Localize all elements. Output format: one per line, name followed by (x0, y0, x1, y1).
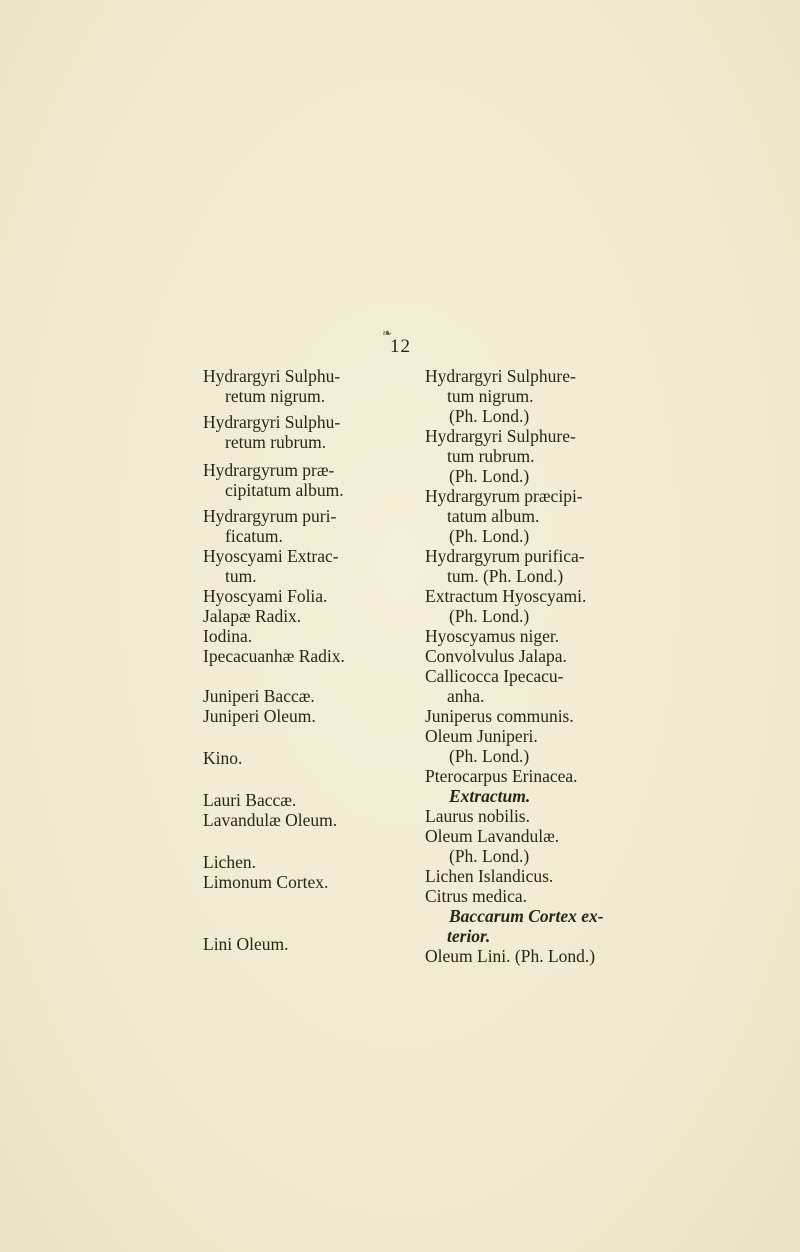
right-entry-line: tum. (Ph. Lond.) (447, 566, 564, 586)
left-entry-line: Hyoscyami Extrac- (203, 546, 339, 566)
left-entry-line: Kino. (203, 748, 243, 768)
right-entry-line: tatum album. (447, 506, 540, 526)
left-entry-line: retum nigrum. (225, 386, 326, 406)
right-entry-line: Baccarum Cortex ex- (449, 906, 604, 926)
right-entry-line: Lichen Islandicus. (425, 866, 554, 886)
right-entry-line: Oleum Lavandulæ. (425, 826, 560, 846)
right-entry-line: (Ph. Lond.) (449, 606, 530, 626)
left-entry-line: Lauri Baccæ. (203, 790, 297, 810)
right-entry-line: (Ph. Lond.) (449, 406, 530, 426)
left-entry-line: Lichen. (203, 852, 256, 872)
left-entry-line: Hyoscyami Folia. (203, 586, 328, 606)
right-entry-line: Citrus medica. (425, 886, 528, 906)
right-entry-line: Extractum Hyoscyami. (425, 586, 587, 606)
right-entry-line: (Ph. Lond.) (449, 846, 530, 866)
left-entry-line: Hydrargyrum præ- (203, 460, 335, 480)
left-entry-line: Ipecacuanhæ Radix. (203, 646, 345, 666)
right-entry-line: anha. (447, 686, 485, 706)
printer-ornament-icon: ❧ (382, 326, 393, 340)
right-entry-line: (Ph. Lond.) (449, 466, 530, 486)
page-number: 12 (390, 336, 411, 357)
right-entry-line: Hyoscyamus niger. (425, 626, 560, 646)
left-entry-line: Hydrargyrum puri- (203, 506, 337, 526)
right-entry-line: (Ph. Lond.) (449, 526, 530, 546)
left-entry-line: Iodina. (203, 626, 253, 646)
right-entry-line: tum rubrum. (447, 446, 535, 466)
right-entry-line: Hydrargyri Sulphure- (425, 366, 576, 386)
right-entry-line: terior. (447, 926, 491, 946)
left-entry-line: Juniperi Baccæ. (203, 686, 315, 706)
left-entry-line: tum. (225, 566, 257, 586)
right-entry-line: Callicocca Ipecacu- (425, 666, 564, 686)
right-entry-line: Convolvulus Jalapa. (425, 646, 567, 666)
left-entry-line: ficatum. (225, 526, 283, 546)
right-entry-line: tum nigrum. (447, 386, 534, 406)
left-entry-line: cipitatum album. (225, 480, 344, 500)
right-entry-line: Oleum Lini. (Ph. Lond.) (425, 946, 596, 966)
left-entry-line: Lini Oleum. (203, 934, 289, 954)
right-entry-line: (Ph. Lond.) (449, 746, 530, 766)
left-entry-line: Lavandulæ Oleum. (203, 810, 338, 830)
right-entry-line: Extractum. (449, 786, 531, 806)
right-entry-line: Juniperus communis. (425, 706, 574, 726)
right-entry-line: Pterocarpus Erinacea. (425, 766, 578, 786)
left-entry-line: Juniperi Oleum. (203, 706, 316, 726)
left-entry-line: Limonum Cortex. (203, 872, 329, 892)
right-entry-line: Hydrargyrum purifica- (425, 546, 585, 566)
left-entry-line: Hydrargyri Sulphu- (203, 412, 341, 432)
right-entry-line: Oleum Juniperi. (425, 726, 538, 746)
right-entry-line: Laurus nobilis. (425, 806, 530, 826)
right-entry-line: Hydrargyri Sulphure- (425, 426, 576, 446)
left-entry-line: Jalapæ Radix. (203, 606, 302, 626)
left-entry-line: retum rubrum. (225, 432, 327, 452)
right-entry-line: Hydrargyrum præcipi- (425, 486, 583, 506)
left-entry-line: Hydrargyri Sulphu- (203, 366, 341, 386)
